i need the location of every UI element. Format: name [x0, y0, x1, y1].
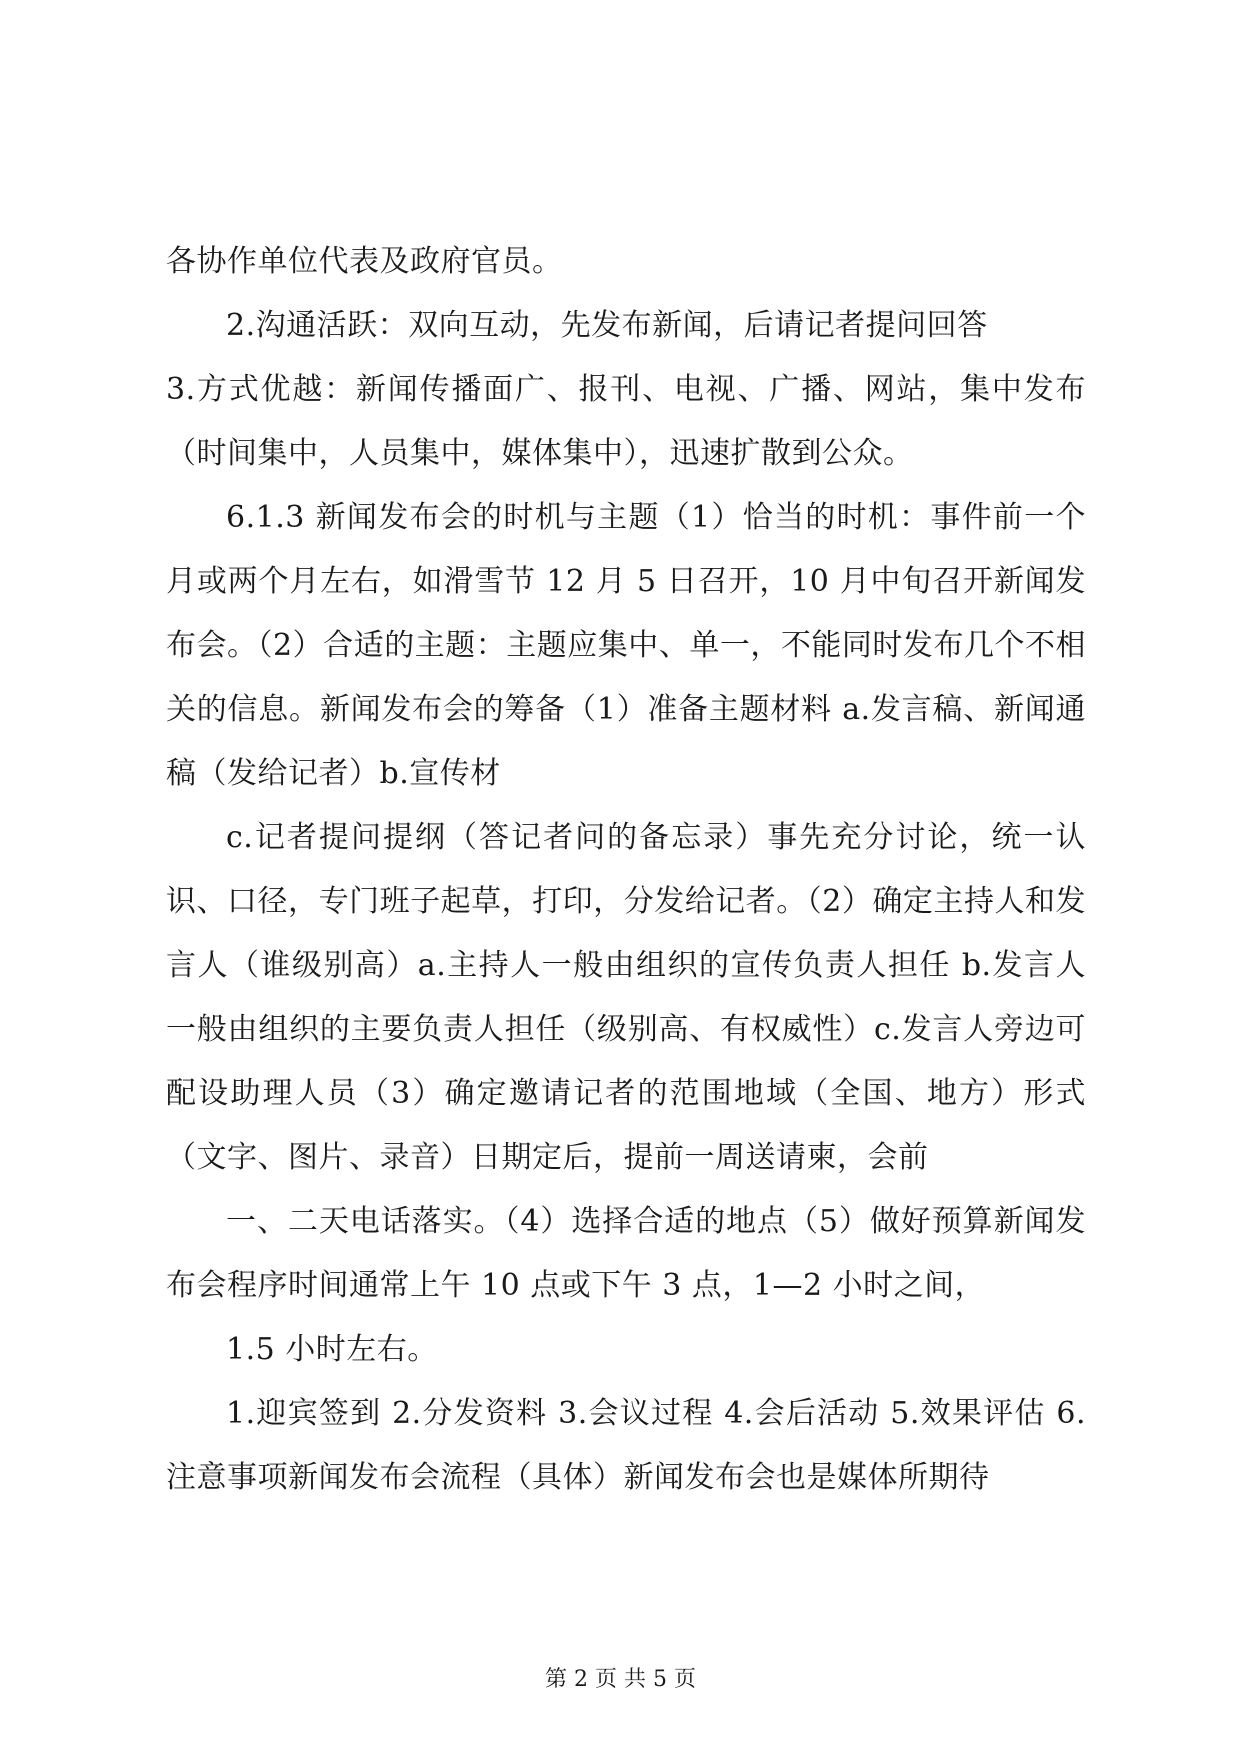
paragraph-1: 各协作单位代表及政府官员。	[166, 244, 563, 279]
page-number-footer: 第 2 页 共 5 页	[545, 1667, 696, 1692]
paragraph-4: 6.1.3 新闻发布会的时机与主题（1）恰当的时机：事件前一个月或两个月左右，如滑雪节 12 月 5 日召开，10 月中旬召开新闻发布会。（2）合适的主题：主题应集中、单一，不能同时发布几个不相关的信息。新闻发布会的筹备（1）准备主题材料 a.发言稿、新闻通稿（发给记者）b.宣传材	[166, 500, 1086, 791]
paragraph-8: 1.迎宾签到 2.分发资料 3.会议过程 4.会后活动 5.效果评估 6.注意事项新闻发布会流程（具体）新闻发布会也是媒体所期待	[166, 1396, 1086, 1495]
paragraph-5: c.记者提问提纲（答记者问的备忘录）事先充分讨论，统一认识、口径，专门班子起草，打印，分发给记者。（2）确定主持人和发言人（谁级别高）a.主持人一般由组织的宣传负责人担任 b.发言人一般由组织的主要负责人担任（级别高、有权威性）c.发言人旁边可配设助理人员（3）确定邀请记者的范围地域（全国、地方）形式（文字、图片、录音）日期定后，提前一周送请柬，会前	[166, 820, 1086, 1175]
paragraph-3: 3.方式优越：新闻传播面广、报刊、电视、广播、网站，集中发布（时间集中，人员集中，媒体集中），迅速扩散到公众。	[166, 372, 1086, 471]
paragraph-7: 1.5 小时左右。	[226, 1332, 438, 1367]
paragraph-6: 一、二天电话落实。（4）选择合适的地点（5）做好预算新闻发布会程序时间通常上午 10 点或下午 3 点，1—2 小时之间，	[166, 1204, 1086, 1303]
document-body	[166, 230, 1086, 1510]
paragraph-2: 2.沟通活跃：双向互动，先发布新闻，后请记者提问回答	[226, 308, 988, 343]
